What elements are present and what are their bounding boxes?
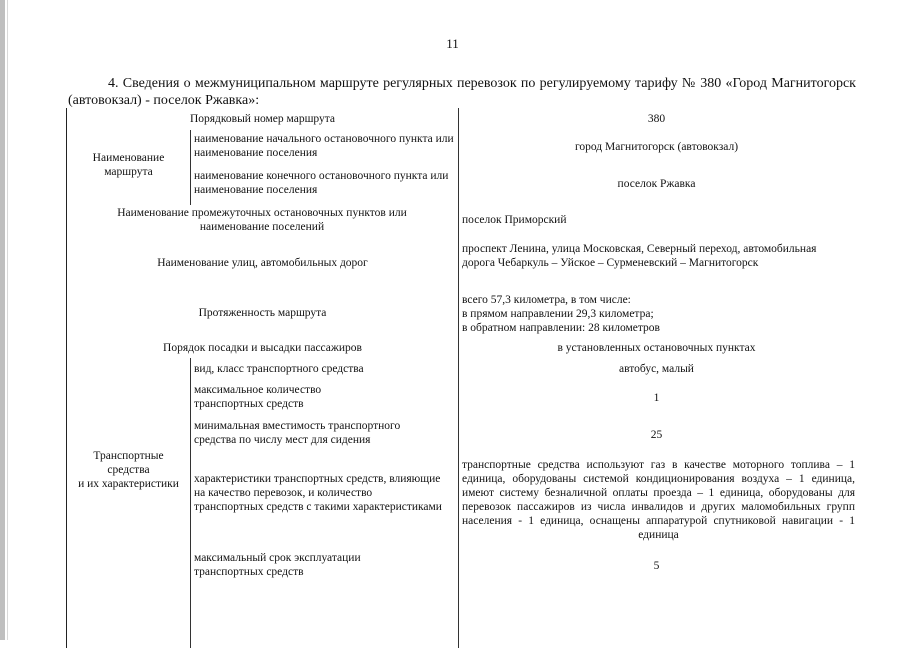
column-divider-route-name bbox=[190, 130, 191, 205]
start-point-label: наименование начального остановочного пункта или наименование поселения bbox=[194, 133, 454, 159]
route-number-value: 380 bbox=[647, 113, 666, 125]
vehicles-label bbox=[67, 449, 190, 491]
characteristics-value: транспортные средства используют газ в качестве моторного топлива – 1 единица, оборудованы системой кондиционирования воздуха – 1 единица, имеют систему безналичной оплаты проезда – 1 единица, оборудованы для перевозок пассажиров из числа инвалидов и других маломобильных групп населения - 1 единица, оснащены аппаратурой спутниковой навигации - 1 единица bbox=[462, 459, 855, 541]
min-capacity-label: минимальная вместимость транспортного средства по числу мест для сидения bbox=[194, 420, 401, 446]
characteristics-label: характеристики транспортных средств, влияющие на качество перевозок, и количество транспортных средств с такими характеристиками bbox=[194, 473, 442, 513]
route-table bbox=[66, 108, 855, 648]
length-value bbox=[462, 293, 852, 335]
section-heading-text: 4. Сведения о межмуниципальном маршруте регулярных перевозок по регулируемому тарифу № 380 «Город Магнитогорск (автовокзал) - поселок Ржавка»: bbox=[68, 76, 856, 108]
length-backward: в обратном направлении: 28 километров bbox=[462, 322, 660, 334]
start-point-value: город Магнитогорск (автовокзал) bbox=[574, 141, 739, 153]
boarding-value: в установленных остановочных пунктах bbox=[557, 342, 756, 354]
route-name-label: Наименование маршрута bbox=[92, 152, 165, 178]
scan-edge-shadow bbox=[0, 0, 5, 640]
scan-edge-line bbox=[7, 0, 8, 640]
vehicle-type-label: вид, класс транспортного средства bbox=[194, 363, 364, 375]
length-total: всего 57,3 километра, в том числе: bbox=[462, 294, 631, 306]
vehicles-label-line3: и их характеристики bbox=[78, 478, 179, 490]
route-number-label: Порядковый номер маршрута bbox=[189, 113, 336, 125]
section-heading bbox=[68, 75, 856, 109]
vehicles-label-line2: средства bbox=[107, 464, 150, 476]
streets-label: Наименование улиц, автомобильных дорог bbox=[157, 257, 368, 269]
max-count-label: максимальное количество транспортных средств bbox=[194, 384, 322, 410]
length-forward: в прямом направлении 29,3 километра; bbox=[462, 308, 654, 320]
max-age-value: 5 bbox=[653, 560, 660, 572]
streets-value: проспект Ленина, улица Московская, Северный переход, автомобильная дорога Чебаркуль – Уйское – Сурменевский – Магнитогорск bbox=[462, 243, 817, 269]
intermediate-stops-value: поселок Приморский bbox=[462, 214, 567, 226]
max-count-value: 1 bbox=[653, 392, 660, 404]
column-divider-vehicles bbox=[190, 358, 191, 648]
end-point-label: наименование конечного остановочного пункта или наименование поселения bbox=[194, 170, 449, 196]
length-label: Протяженность маршрута bbox=[198, 307, 327, 319]
end-point-value: поселок Ржавка bbox=[617, 178, 696, 190]
intermediate-stops-label: Наименование промежуточных остановочных пунктов или наименование поселений bbox=[117, 207, 407, 233]
boarding-label: Порядок посадки и высадки пассажиров bbox=[163, 342, 362, 354]
vehicle-type-value: автобус, малый bbox=[619, 363, 694, 375]
vehicles-label-line1: Транспортные bbox=[93, 450, 164, 462]
page-number: 11 bbox=[446, 36, 459, 51]
min-capacity-value: 25 bbox=[650, 429, 663, 441]
max-age-label: максимальный срок эксплуатации транспортных средств bbox=[194, 552, 361, 578]
